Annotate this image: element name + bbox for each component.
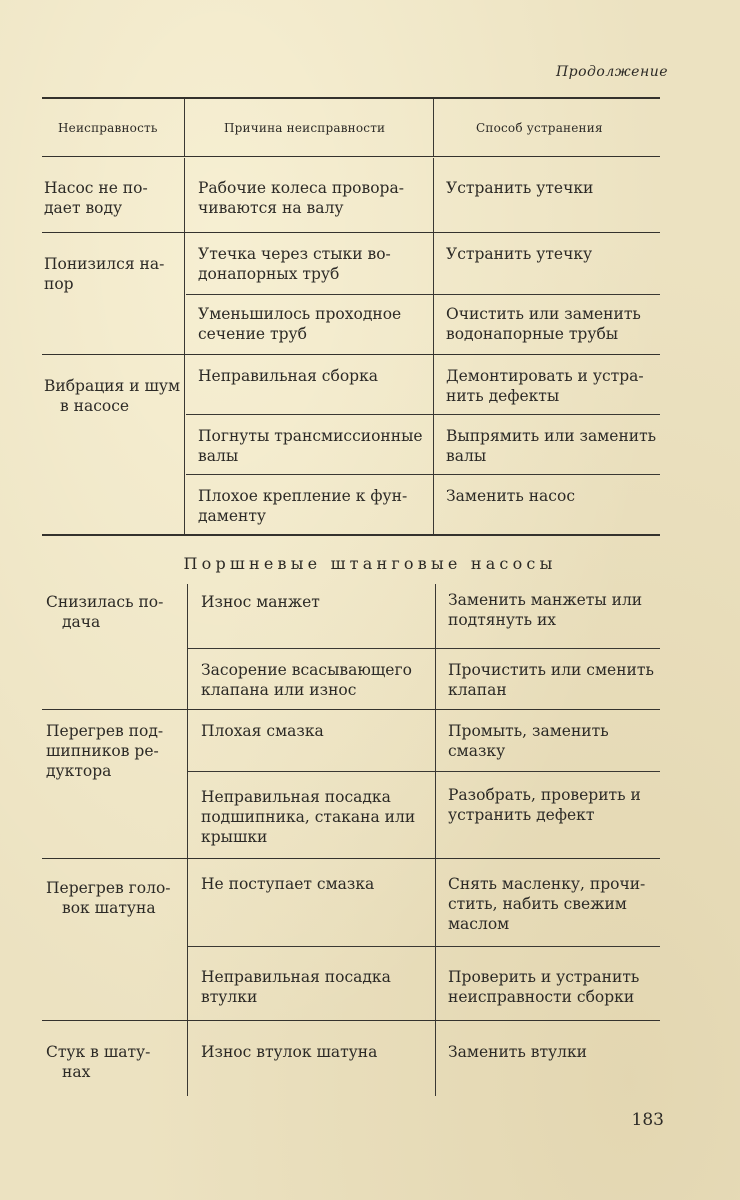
cause-cell: Погнуты трансмиссионные валы (198, 427, 423, 465)
header-bottom-rule (42, 156, 660, 157)
cause-cell: Плохое крепление к фун- даменту (198, 487, 408, 525)
cause-cell: Рабочие колеса провора- чиваются на валу (198, 179, 404, 217)
row-rule (42, 858, 660, 859)
column-divider-1 (184, 158, 185, 534)
fault-cell: Стук в шату- нах (46, 1043, 151, 1081)
fault-cell: Снизилась по- дача (46, 593, 164, 631)
header-remedy: Способ устранения (476, 121, 603, 135)
cause-cell: Неправильная сборка (198, 367, 378, 385)
remedy-cell: Заменить манжеты или подтянуть их (448, 591, 643, 629)
header-divider-2 (433, 99, 434, 156)
row-rule (42, 1020, 660, 1021)
sub-row-rule (188, 946, 660, 947)
table-top-rule (42, 97, 660, 99)
row-rule (42, 354, 660, 355)
fault-cell: Перегрев под- шипников ре- дуктора (46, 722, 164, 780)
cause-cell: Неправильная посадка подшипника, стакана или крышки (201, 788, 416, 846)
fault-cell: Насос не по- дает воду (44, 179, 148, 217)
remedy-cell: Очистить или заменить водонапорные трубы (446, 305, 641, 343)
upper-table-bottom-rule (42, 534, 660, 536)
remedy-cell: Устранить утечку (446, 245, 593, 263)
cause-cell: Уменьшилось проходное сечение труб (198, 305, 402, 343)
sub-row-rule (188, 771, 660, 772)
remedy-cell: Устранить утечки (446, 179, 594, 197)
sub-row-rule (186, 474, 660, 475)
row-rule (42, 709, 660, 710)
sub-row-rule (186, 294, 660, 295)
remedy-cell: Промыть, заменить смазку (448, 722, 609, 760)
remedy-cell: Выпрямить или заменить валы (446, 427, 657, 465)
cause-cell: Засорение всасывающего клапана или износ (201, 661, 412, 699)
fault-cell: Понизился на- пор (44, 255, 165, 293)
remedy-cell: Снять масленку, прочи- стить, набить свежим маслом (448, 875, 646, 933)
continuation-label: Продолжение (555, 64, 668, 80)
remedy-cell: Разобрать, проверить и устранить дефект (448, 786, 641, 824)
sub-row-rule (186, 414, 660, 415)
cause-cell: Не поступает смазка (201, 875, 375, 893)
cause-cell: Неправильная посадка втулки (201, 968, 391, 1006)
remedy-cell: Заменить насос (446, 487, 575, 505)
cause-cell: Утечка через стыки во- донапорных труб (198, 245, 391, 283)
cause-cell: Износ втулок шатуна (201, 1043, 378, 1061)
remedy-cell: Прочистить или сменить клапан (448, 661, 654, 699)
remedy-cell: Демонтировать и устра- нить дефекты (446, 367, 644, 405)
fault-cell: Перегрев голо- вок шатуна (46, 879, 171, 917)
column-divider-2 (433, 158, 434, 534)
page-number: 183 (631, 1110, 664, 1130)
cause-cell: Износ манжет (201, 593, 320, 611)
header-divider-1 (184, 99, 185, 156)
remedy-cell: Проверить и устранить неисправности сборки (448, 968, 640, 1006)
remedy-cell: Заменить втулки (448, 1043, 588, 1061)
header-fault: Неисправность (58, 121, 158, 135)
sub-row-rule (188, 648, 660, 649)
section-title: Поршневые штанговые насосы (183, 554, 557, 573)
row-rule (42, 232, 660, 233)
header-cause: Причина неисправности (224, 121, 386, 135)
cause-cell: Плохая смазка (201, 722, 324, 740)
fault-cell: Вибрация и шум в насосе (44, 377, 181, 415)
